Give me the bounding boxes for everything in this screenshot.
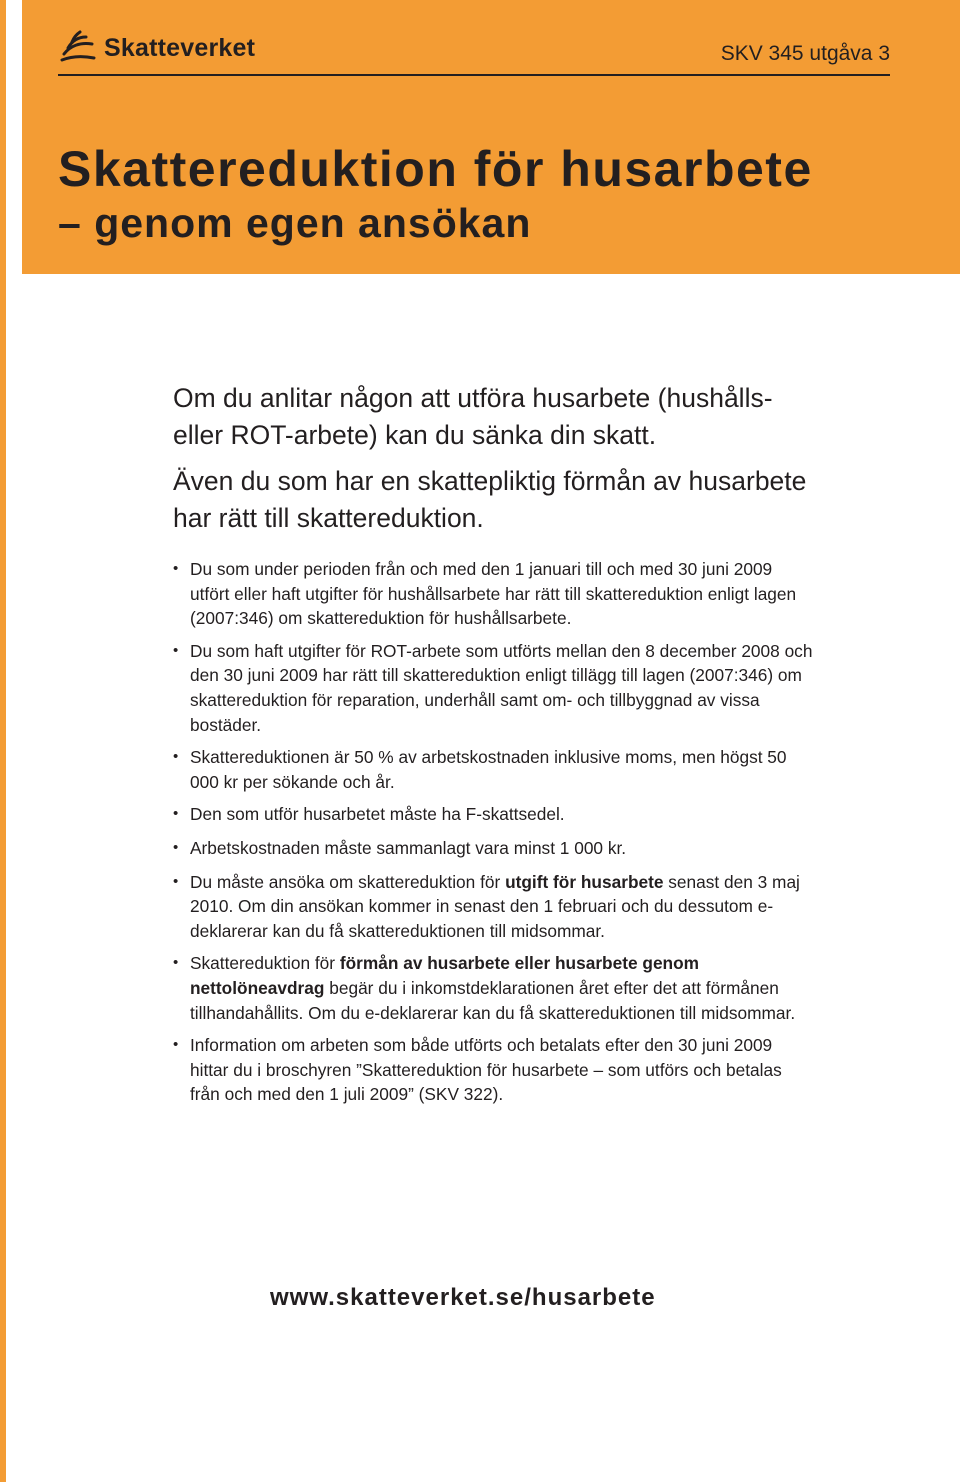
form-code: SKV 345 utgåva 3 bbox=[720, 42, 890, 65]
bullet-item: • Information om arbeten som både utförts och betalats efter den 30 juni 2009 hittar du i broschyren ”Skattereduktion för husarbete – som utförs och betalas från och med den 1 juli 2009” (SKV 322). bbox=[173, 1033, 813, 1107]
bullet-item bbox=[173, 870, 813, 944]
bullet-list bbox=[173, 557, 813, 1107]
lead-paragraph: Även du som har en skattepliktig förmån av husarbete har rätt till skattereduktion. bbox=[173, 466, 807, 533]
bullet-emphasis: utgift för husarbete bbox=[505, 871, 664, 892]
page-subtitle: – genom egen ansökan bbox=[58, 200, 532, 246]
logo-text: Skatteverket bbox=[104, 33, 256, 62]
header-divider bbox=[58, 74, 890, 76]
bullet-text: Skattereduktion för bbox=[190, 953, 340, 974]
left-accent-stripe bbox=[0, 0, 6, 1482]
skatteverket-crown-logo-icon bbox=[58, 28, 98, 68]
bullet-emphasis: förmån av husarbete eller husarbete genom nettolöneavdrag bbox=[190, 953, 700, 998]
bullet-item: • Den som utför husarbetet måste ha F-skattsedel. bbox=[173, 802, 813, 827]
page-title: Skattereduktion för husarbete bbox=[58, 141, 813, 197]
bullet-item: • Arbetskostnaden måste sammanlagt vara minst 1 000 kr. bbox=[173, 836, 813, 861]
bullet-item bbox=[173, 951, 813, 1025]
bullet-text: senast den 3 maj 2010. Om din ansökan kommer in senast den 1 februari och du dessutom e-deklarerar kan du få skattereduktionen till midsommar. bbox=[190, 871, 800, 941]
bullet-item: • Skattereduktionen är 50 % av arbetskostnaden inklusive moms, men högst 50 000 kr per sökande och år. bbox=[173, 745, 813, 794]
main-content bbox=[173, 380, 813, 1115]
bullet-item: • Du som haft utgifter för ROT-arbete som utförts mellan den 8 december 2008 och den 30 juni 2009 har rätt till skattereduktion enligt tillägg till lagen (2007:346) om skattereduktion för reparation, underhåll samt om- och tillbyggnad av vissa bostäder. bbox=[173, 639, 813, 737]
bullet-text: begär du i inkomstdeklarationen året efter det att förmånen tillhandahållits. Om du e-deklarerar kan du få skattereduktionen till midsommar. bbox=[190, 977, 796, 1023]
bullet-text: Du måste ansöka om skattereduktion för bbox=[190, 871, 506, 892]
lead-paragraph: Om du anlitar någon att utföra husarbete (hushålls- eller ROT-arbete) kan du sänka din skatt. bbox=[173, 383, 773, 450]
skatteverket-logo bbox=[58, 26, 255, 70]
website-link[interactable]: www.skatteverket.se/husarbete bbox=[270, 1284, 656, 1311]
bullet-item: • Du som under perioden från och med den 1 januari till och med 30 juni 2009 utfört eller haft utgifter för hushållsarbete har rätt till skattereduktion enligt lagen (2007:346) om skattereduktion för hushållsarbete. bbox=[173, 557, 813, 631]
